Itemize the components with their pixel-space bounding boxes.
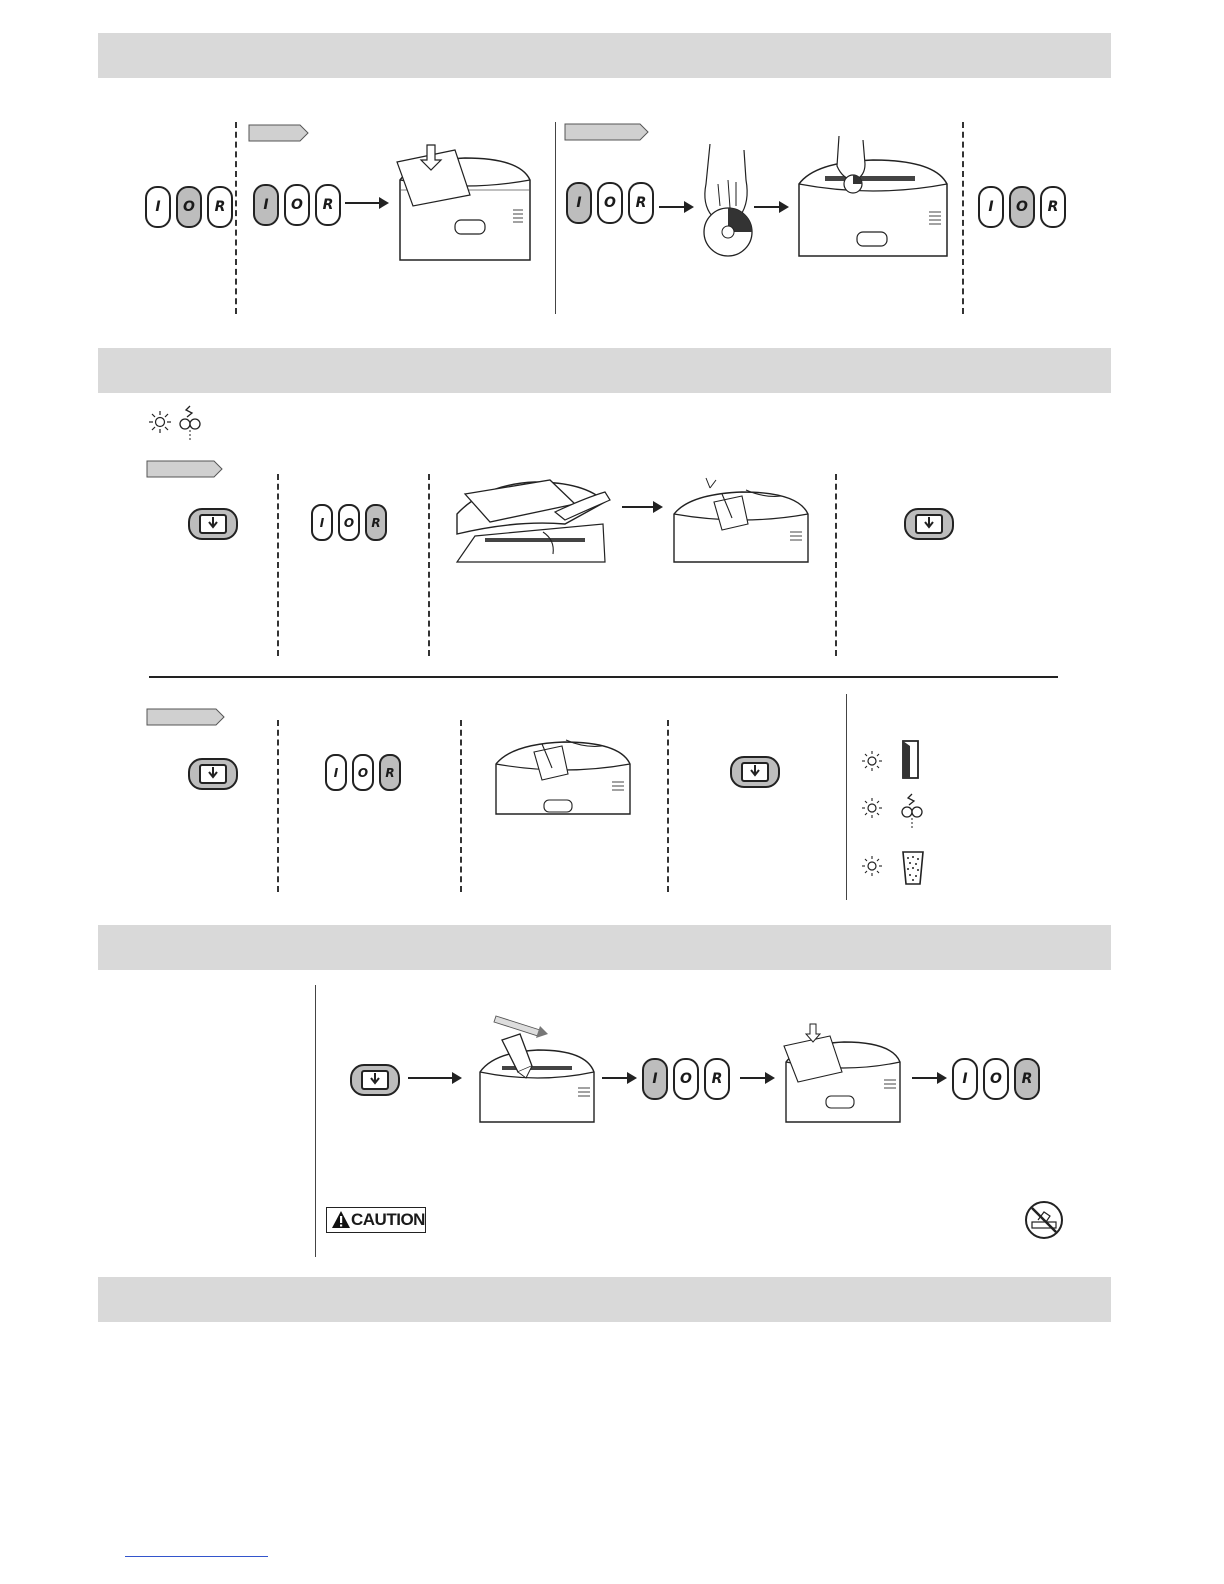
hand-with-cd-illustration xyxy=(700,144,756,258)
switch-off-button[interactable]: O xyxy=(673,1058,699,1100)
arrow-right-icon xyxy=(659,200,695,214)
switch-group-reverse xyxy=(952,1058,1040,1100)
divider-dashed xyxy=(460,720,462,892)
reverse-button[interactable] xyxy=(730,756,780,788)
switch-on-button[interactable]: I xyxy=(311,504,333,541)
switch-group-on xyxy=(566,182,654,224)
reverse-button[interactable] xyxy=(904,508,954,540)
shredder-clearing-jam-illustration xyxy=(494,724,634,816)
shredder-cd-illustration xyxy=(795,136,951,258)
divider-solid xyxy=(315,985,316,1257)
switch-reverse-button[interactable]: R xyxy=(379,754,401,791)
reverse-button-icon xyxy=(369,1072,381,1086)
light-icon xyxy=(861,750,883,772)
arrow-right-icon xyxy=(408,1071,464,1085)
arrow-right-icon xyxy=(622,500,664,514)
caution-label xyxy=(326,1207,426,1233)
switch-reverse-button[interactable]: R xyxy=(1014,1058,1040,1100)
step-tag xyxy=(146,460,224,476)
divider-dashed xyxy=(835,474,837,656)
reverse-button[interactable] xyxy=(188,758,238,790)
reverse-button[interactable] xyxy=(350,1064,400,1096)
arrow-right-icon xyxy=(602,1071,638,1085)
no-touch-icon xyxy=(1024,1200,1064,1240)
divider-dashed xyxy=(428,474,430,656)
switch-reverse-button[interactable]: R xyxy=(315,184,341,226)
shredder-oiling-illustration xyxy=(478,1012,598,1124)
switch-group-off xyxy=(145,186,233,228)
switch-off-button[interactable]: O xyxy=(983,1058,1009,1100)
switch-reverse-button[interactable]: R xyxy=(207,186,233,228)
switch-off-button[interactable]: O xyxy=(338,504,360,541)
reverse-button-icon xyxy=(749,764,761,778)
step-tag xyxy=(564,123,650,139)
door-open-icon xyxy=(900,738,924,780)
shredder-clearing-jam-illustration xyxy=(672,474,812,564)
reverse-button[interactable] xyxy=(188,508,238,540)
switch-reverse-button[interactable]: R xyxy=(365,504,387,541)
divider-dashed xyxy=(962,122,964,314)
light-icon xyxy=(861,855,883,877)
reverse-button-icon xyxy=(923,516,935,530)
switch-on-button[interactable]: I xyxy=(952,1058,978,1100)
switch-off-button[interactable]: O xyxy=(284,184,310,226)
switch-on-button[interactable]: I xyxy=(642,1058,668,1100)
switch-group-reverse xyxy=(325,754,401,791)
divider-dashed xyxy=(667,720,669,892)
switch-off-button[interactable]: O xyxy=(176,186,202,228)
switch-on-button[interactable]: I xyxy=(978,186,1004,228)
switch-on-button[interactable]: I xyxy=(566,182,592,224)
warning-triangle-icon xyxy=(331,1210,351,1229)
light-icon xyxy=(148,410,172,434)
switch-off-button[interactable]: O xyxy=(1009,186,1035,228)
switch-on-button[interactable]: I xyxy=(325,754,347,791)
reverse-button-icon xyxy=(207,516,219,530)
step-tag xyxy=(248,124,310,140)
divider-dashed xyxy=(235,122,237,314)
paper-jam-icon xyxy=(900,792,924,830)
switch-off-button[interactable]: O xyxy=(352,754,374,791)
divider-solid xyxy=(555,122,556,314)
divider-solid xyxy=(846,694,847,900)
section-header-band-3 xyxy=(98,925,1111,970)
divider-dashed xyxy=(277,720,279,892)
bin-full-icon xyxy=(900,848,926,886)
open-lid-illustration xyxy=(455,474,615,564)
horizontal-rule xyxy=(149,676,1058,678)
switch-on-button[interactable]: I xyxy=(253,184,279,226)
section-header-band-4 xyxy=(98,1277,1111,1322)
switch-group-off xyxy=(978,186,1066,228)
step-tag xyxy=(146,708,226,724)
switch-on-button[interactable]: I xyxy=(145,186,171,228)
reverse-button-icon xyxy=(207,766,219,780)
arrow-right-icon xyxy=(754,200,790,214)
section-header-band-1 xyxy=(98,33,1111,78)
switch-off-button[interactable]: O xyxy=(597,182,623,224)
arrow-right-icon xyxy=(912,1071,948,1085)
paper-jam-icon xyxy=(178,404,202,442)
switch-reverse-button[interactable]: R xyxy=(1040,186,1066,228)
light-icon xyxy=(861,797,883,819)
arrow-right-icon xyxy=(740,1071,776,1085)
arrow-right-icon xyxy=(345,196,390,210)
switch-group-on xyxy=(253,184,341,226)
switch-reverse-button[interactable]: R xyxy=(628,182,654,224)
shredder-paper-illustration xyxy=(395,140,535,262)
switch-group-on xyxy=(642,1058,730,1100)
switch-group-reverse xyxy=(311,504,387,541)
caution-text: CAUTION xyxy=(351,1210,425,1229)
section-header-band-2 xyxy=(98,348,1111,393)
footer-link[interactable] xyxy=(125,1556,268,1557)
switch-reverse-button[interactable]: R xyxy=(704,1058,730,1100)
shredder-paper-illustration xyxy=(782,1022,904,1124)
divider-dashed xyxy=(277,474,279,656)
